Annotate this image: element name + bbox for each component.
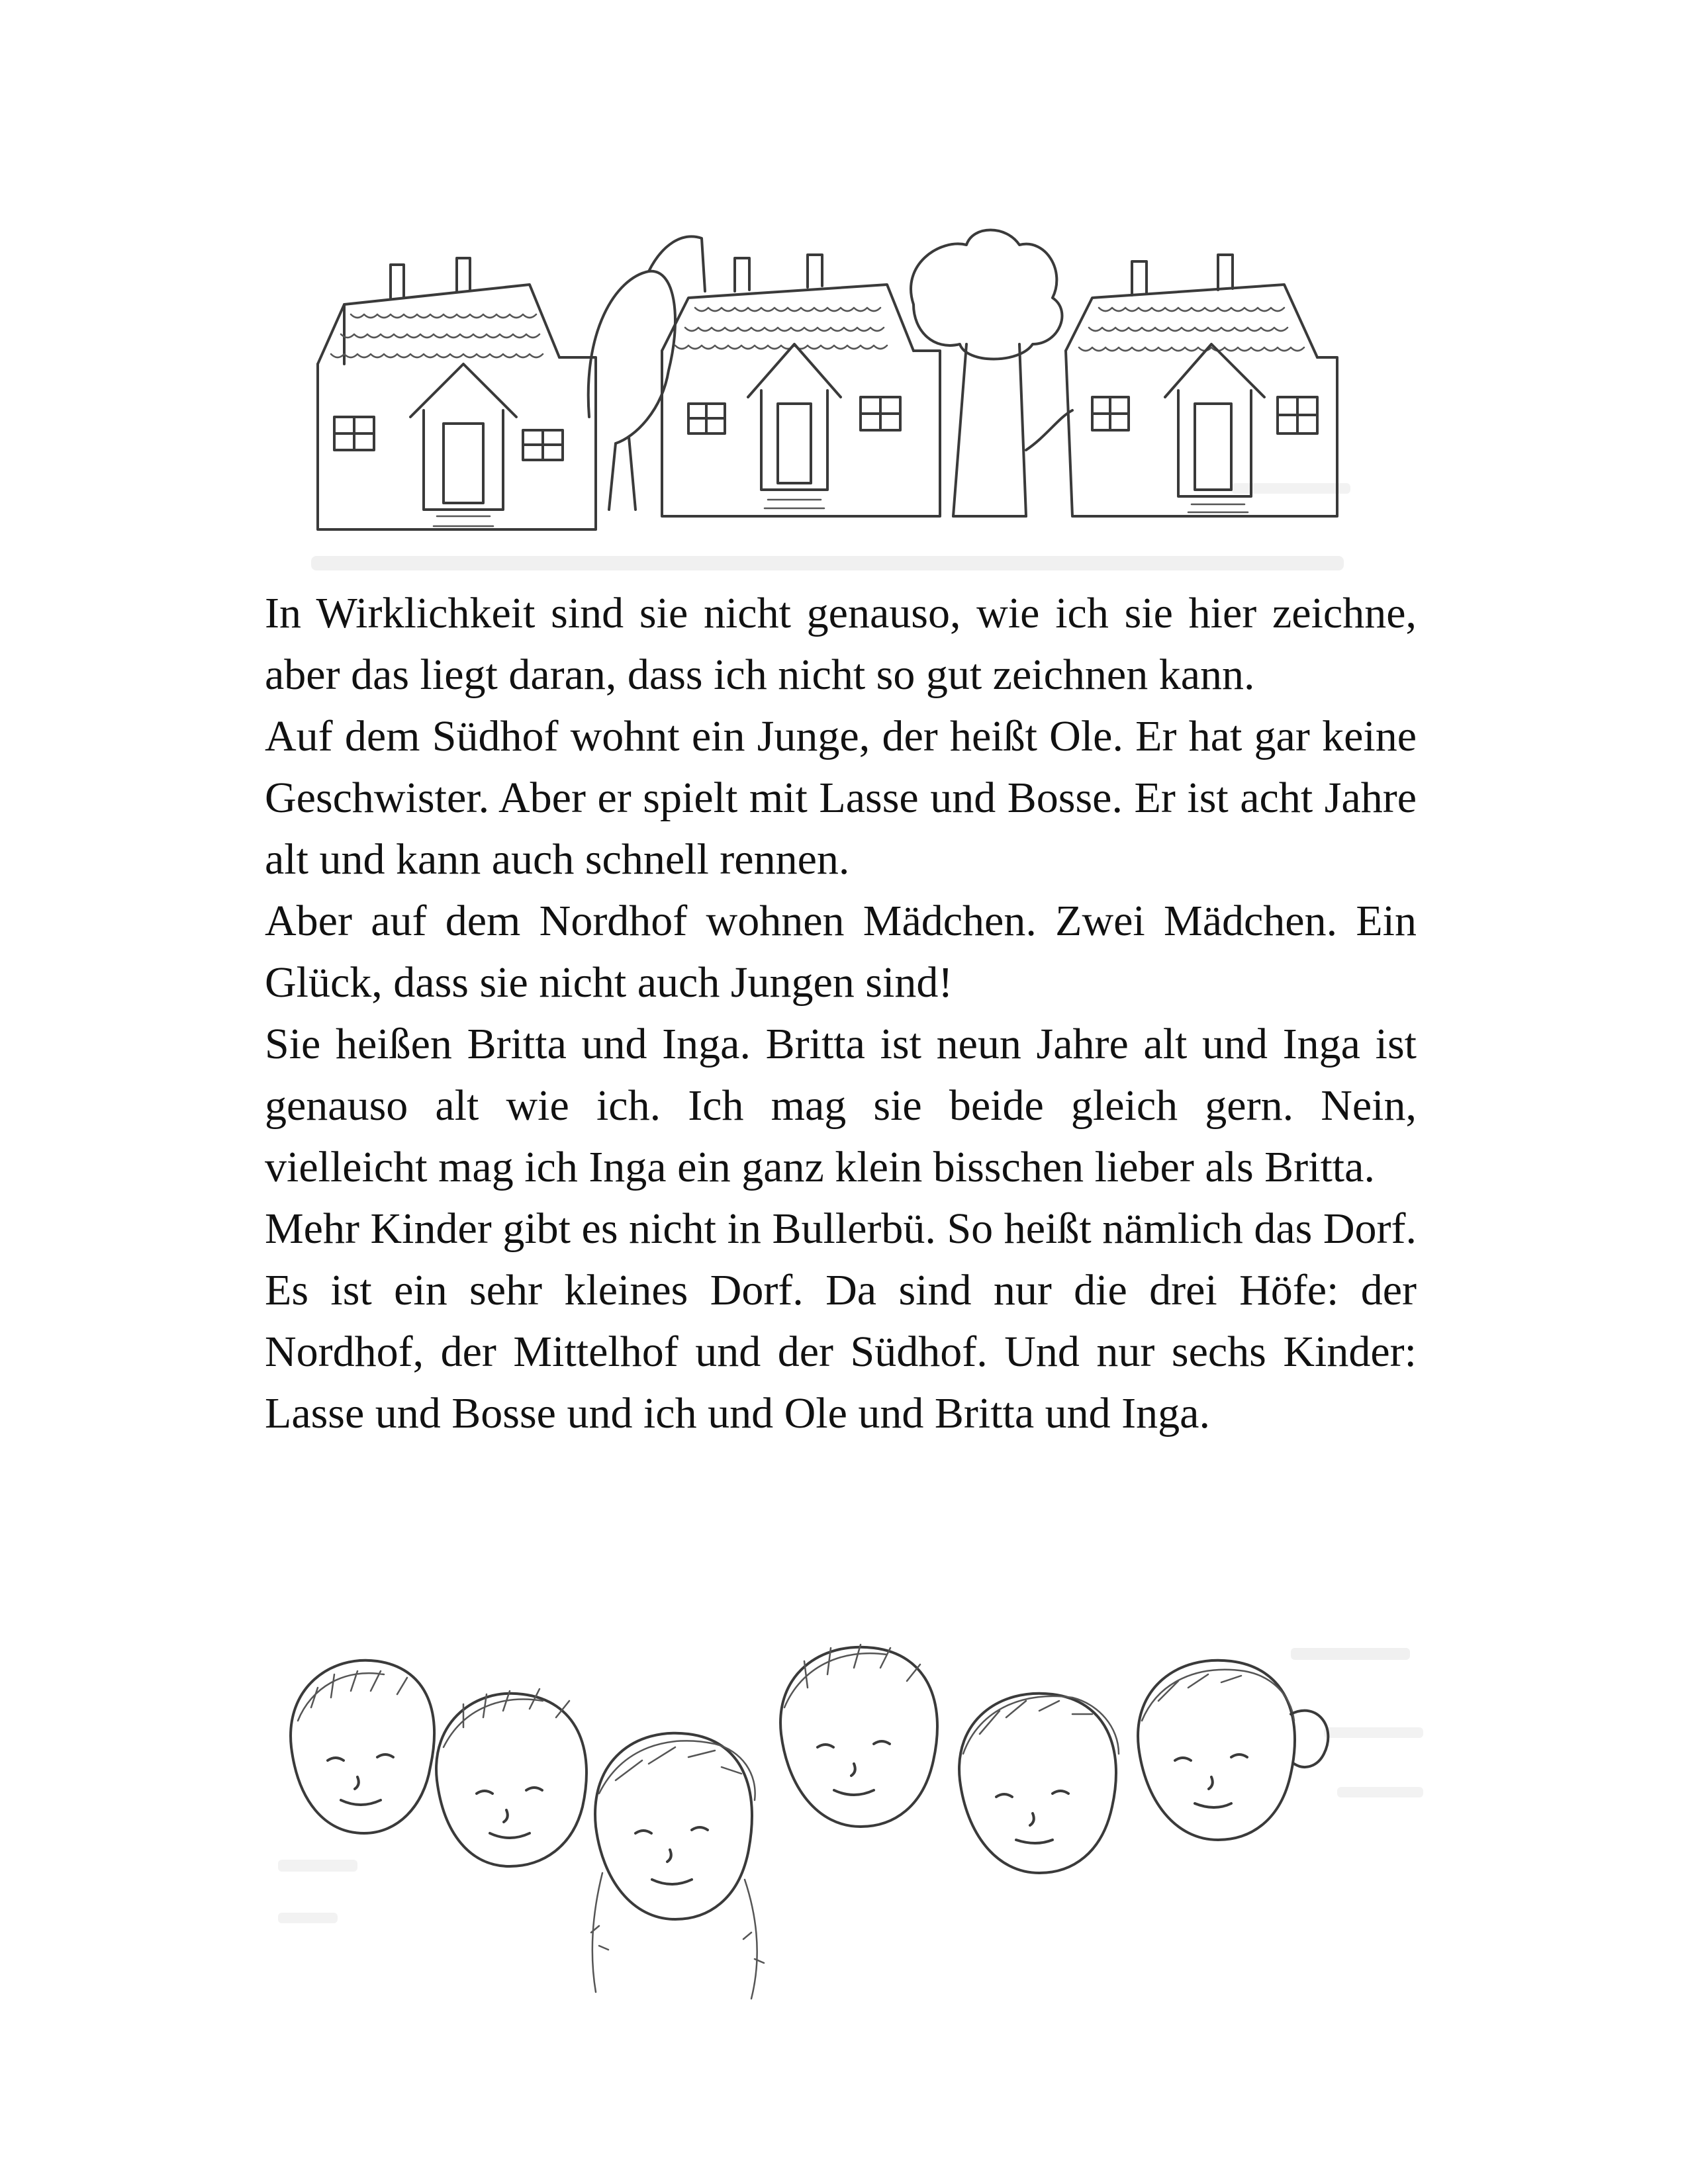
house-middle (662, 255, 940, 516)
child-face-1 (291, 1661, 434, 1833)
paragraph-1: In Wirklichkeit sind sie nicht genauso, wie ich sie hier zeichne, aber das liegt daran, dass ich nicht so gut zeichnen kann. (265, 589, 1417, 699)
tree-oval (588, 236, 705, 510)
paragraph-5: Mehr Kinder gibt es nicht in Bullerbü. So heißt nämlich das Dorf. Es ist ein sehr kleines Dorf. Da sind nur die drei Höfe: der Nordhof, der Mittelhof und der Südhof. Und nur sechs Kinder: Lasse und Bosse und ich und Ole und Britta und Inga. (265, 1205, 1417, 1437)
child-face-3 (591, 1733, 764, 1999)
paragraph-3: Aber auf dem Nordhof wohnen Mädchen. Zwei Mädchen. Ein Glück, dass sie nicht auch Jungen sind! (265, 897, 1417, 1007)
house-left (318, 258, 596, 529)
tree-leafy (911, 230, 1072, 517)
story-text (265, 582, 1417, 1444)
child-face-4 (780, 1645, 937, 1827)
child-face-5 (959, 1694, 1119, 1873)
paragraph-4: Sie heißen Britta und Inga. Britta ist neun Jahre alt und Inga ist genauso alt wie ich. Ich mag sie beide gleich gern. Nein, vielleicht mag ich Inga ein ganz klein bisschen lieber als Britta. (265, 1020, 1417, 1191)
paragraph-2: Auf dem Südhof wohnt ein Junge, der heißt Ole. Er hat gar keine Geschwister. Aber er spielt mit Lasse und Bosse. Er ist acht Jahre alt und kann auch schnell rennen. (265, 712, 1417, 884)
village-houses-drawing-icon (305, 199, 1390, 582)
child-face-2 (436, 1689, 586, 1866)
child-face-6 (1138, 1661, 1328, 1840)
house-right (1066, 255, 1337, 516)
children-faces-drawing-icon (265, 1635, 1430, 2045)
